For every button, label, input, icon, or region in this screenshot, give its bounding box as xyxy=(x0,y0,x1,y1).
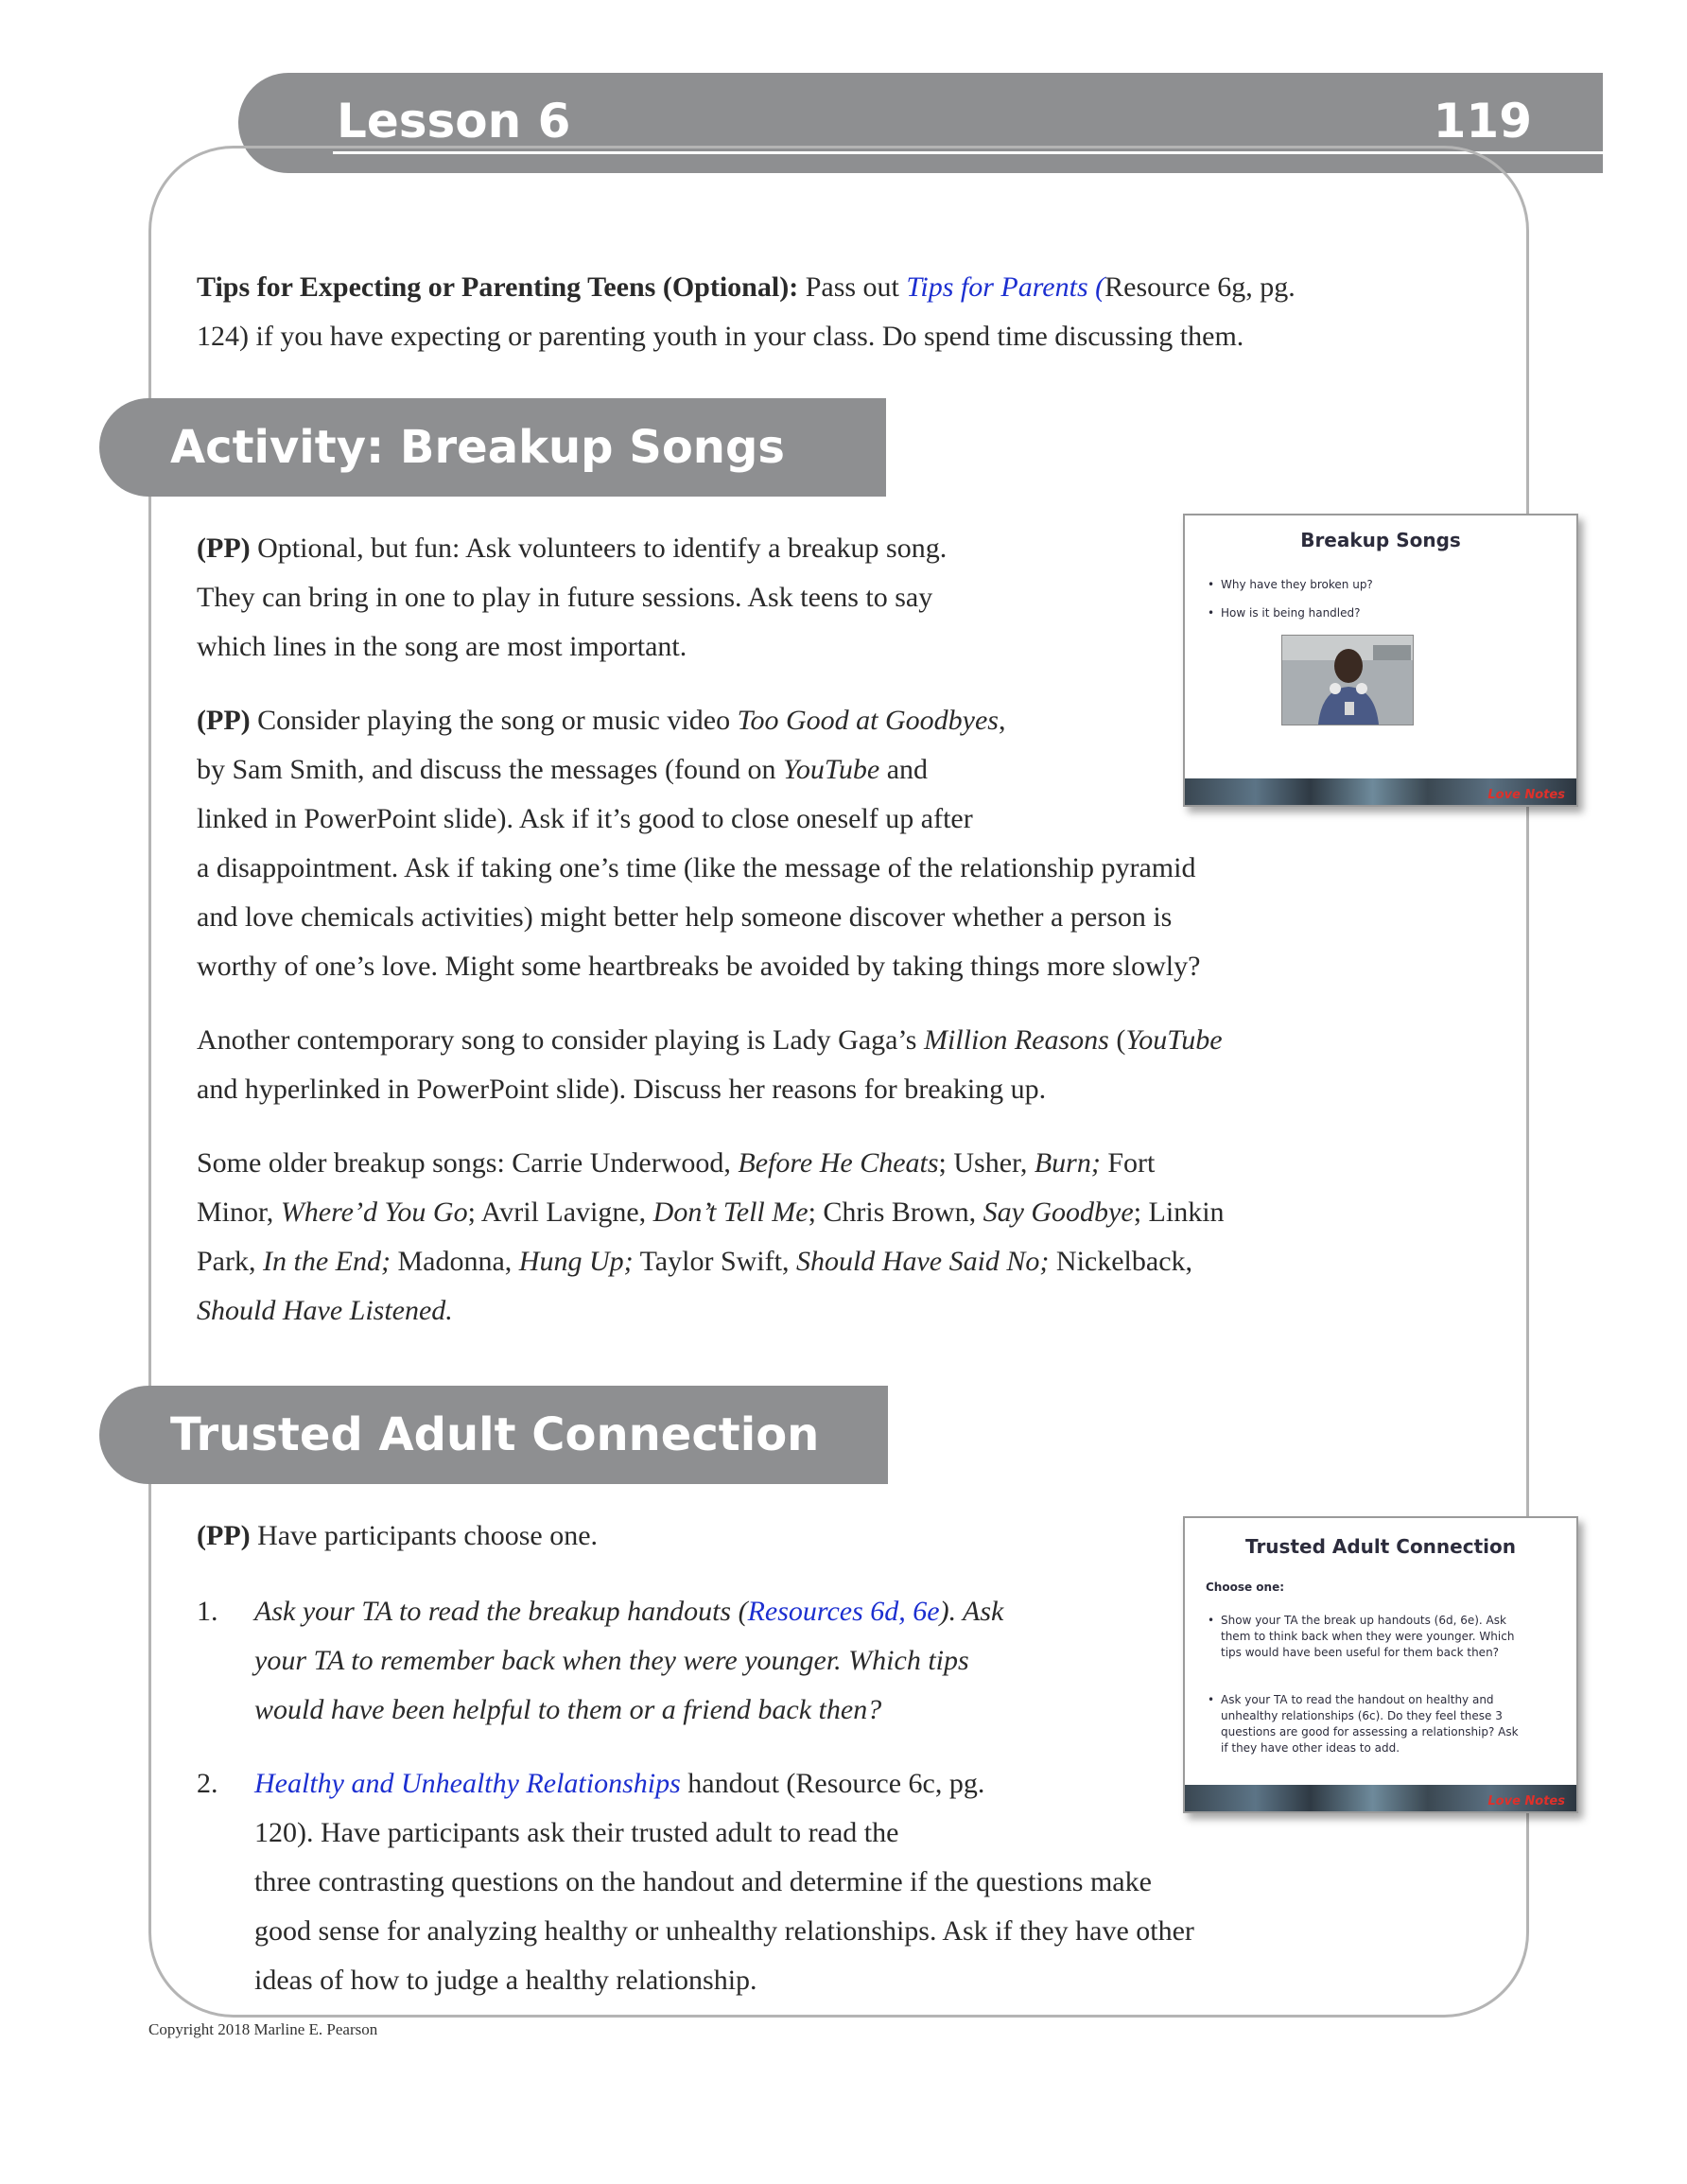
list-item-1: Ask your TA to read the breakup handouts (Resources 6d, 6e). Ask your TA to remember back when they were younger. Which tips would have been helpful to them or a friend back then? xyxy=(254,1596,1004,1725)
tips-lead: Tips for Expecting or Parenting Teens (Optional): xyxy=(197,271,799,303)
list-item-2: Healthy and Unhealthy Relationships handout (Resource 6c, pg. 120). Have participants ask their trusted adult to read the three contrasting questions on the handout and determine if the questions make good sense for analyzing healthy or unhealthy relationships. Ask if they have other ideas of how to judge a healthy relationship. xyxy=(254,1768,1194,1996)
breakup-songs-slide xyxy=(1183,514,1578,807)
resources-6d-6e-link[interactable]: Resources 6d, 6e xyxy=(747,1596,940,1627)
list-item-1-number: 1. xyxy=(197,1596,218,1627)
slide-bullet-1: • Show your TA the break up handouts (6d, 6e). Ask them to think back when they were younger. Which tips would have been useful for them back then? xyxy=(1206,1613,1514,1661)
list-item-2-number: 2. xyxy=(197,1768,218,1799)
activity-paragraph-2: (PP) Consider playing the song or music video Too Good at Goodbyes, by Sam Smith, and discuss the messages (found on YouTube and linked in PowerPoint slide). Ask if it’s good to close oneself up after a disappointment. Ask if taking one’s time (like the message of the relationship pyramid and love chemicals activities) might better help someone discover whether a person is worthy of one’s love. Might some heartbreaks be avoided by taking things more slowly? xyxy=(197,705,1201,982)
teen-photo-illustration xyxy=(1282,636,1413,725)
tips-paragraph: Tips for Expecting or Parenting Teens (Optional): Pass out Tips for Parents (Resource 6g, pg. 124) if you have expecting or parenting youth in your class. Do spend time discussing them. xyxy=(197,271,1296,352)
love-notes-logo: Love Notes xyxy=(1487,1794,1565,1808)
slide-choose-label: Choose one: xyxy=(1206,1581,1285,1594)
slide-bullet-2: • Ask your TA to read the handout on healthy and unhealthy relationships (6c). Do they feel these 3 questions are good for assessing a relationship? Ask if they have other ideas to add. xyxy=(1206,1692,1519,1756)
activity-paragraph-4: Some older breakup songs: Carrie Underwood, Before He Cheats; Usher, Burn; Fort Minor, Where’d You Go; Avril Lavigne, Don’t Tell Me; Chris Brown, Say Goodbye; Linkin Park, In the End; Madonna, Hung Up; Taylor Swift, Should Have Said No; Nickelback, Should Have Listened. xyxy=(197,1147,1225,1326)
healthy-relationships-link[interactable]: Healthy and Unhealthy Relationships xyxy=(254,1768,681,1799)
teen-photo xyxy=(1281,635,1414,725)
slide-bullets xyxy=(1206,570,1373,627)
slide-bullet: • Why have they broken up? xyxy=(1206,570,1373,599)
slide-title: Breakup Songs xyxy=(1300,529,1461,551)
page-number: 119 xyxy=(1433,94,1532,149)
activity-heading: Activity: Breakup Songs xyxy=(170,421,785,474)
copyright: Copyright 2018 Marline E. Pearson xyxy=(148,2020,378,2038)
slide-bullet: • How is it being handled? xyxy=(1206,599,1373,627)
trusted-heading: Trusted Adult Connection xyxy=(170,1408,820,1461)
trusted-adult-slide xyxy=(1183,1516,1578,1813)
trusted-intro: (PP) Have participants choose one. xyxy=(197,1520,599,1551)
lesson-title: Lesson 6 xyxy=(337,94,571,149)
slide-title: Trusted Adult Connection xyxy=(1245,1535,1516,1558)
activity-paragraph-1: (PP) Optional, but fun: Ask volunteers to identify a breakup song. They can bring in one to play in future sessions. Ask teens to say which lines in the song are most important. xyxy=(197,533,948,662)
love-notes-logo: Love Notes xyxy=(1487,788,1565,802)
tips-for-parents-link[interactable]: Tips for Parents ( xyxy=(906,271,1105,303)
activity-paragraph-3: Another contemporary song to consider playing is Lady Gaga’s Million Reasons (YouTube and hyperlinked in PowerPoint slide). Discuss her reasons for breaking up. xyxy=(197,1024,1223,1105)
